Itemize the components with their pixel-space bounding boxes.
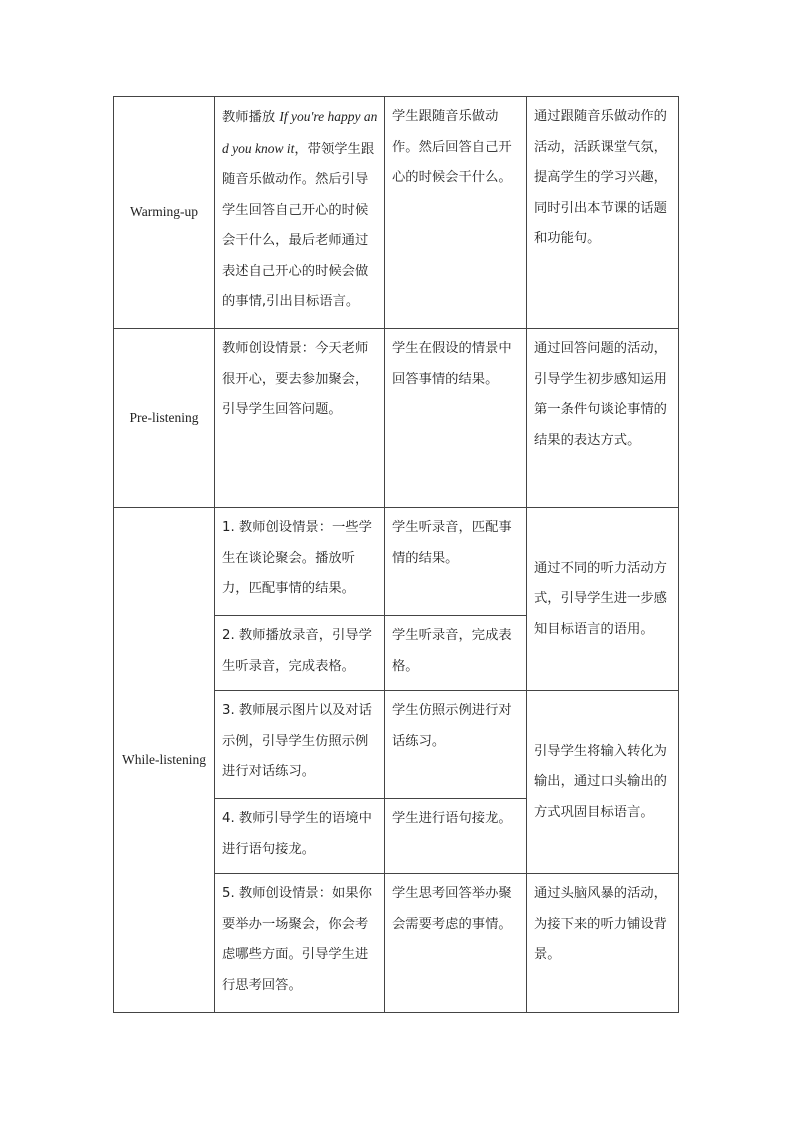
teacher-activity: 5. 教师创设情景：如果你要举办一场聚会，你会考虑哪些方面。引导学生进行思考回答。 [215, 874, 385, 1013]
teacher-activity: 4. 教师引导学生的语境中进行语句接龙。 [215, 799, 385, 874]
song-title: If you're happy and you know it [222, 109, 378, 156]
student-activity: 学生听录音，完成表格。 [385, 616, 527, 691]
activity-purpose: 通过回答问题的活动，引导学生初步感知运用第一条件句谈论事情的结果的表达方式。 [527, 329, 679, 508]
activity-purpose: 通过跟随音乐做动作的活动，活跃课堂气氛，提高学生的学习兴趣，同时引出本节课的话题和功能句。 [527, 97, 679, 329]
stage-label: Pre-listening [114, 329, 215, 508]
student-activity: 学生听录音，匹配事情的结果。 [385, 508, 527, 616]
activity-purpose: 通过不同的听力活动方式，引导学生进一步感知目标语言的语用。 [527, 508, 679, 691]
teacher-activity: 2. 教师播放录音，引导学生听录音，完成表格。 [215, 616, 385, 691]
student-activity: 学生跟随音乐做动作。然后回答自己开心的时候会干什么。 [385, 97, 527, 329]
teacher-activity: 教师创设情景：今天老师很开心，要去参加聚会，引导学生回答问题。 [215, 329, 385, 508]
student-activity: 学生仿照示例进行对话练习。 [385, 691, 527, 799]
stage-label: While-listening [114, 508, 215, 1013]
teacher-activity: 3. 教师展示图片以及对话示例，引导学生仿照示例进行对话练习。 [215, 691, 385, 799]
teacher-activity-intro: 教师播放 [222, 110, 280, 125]
student-activity: 学生进行语句接龙。 [385, 799, 527, 874]
student-activity: 学生在假设的情景中回答事情的结果。 [385, 329, 527, 508]
table-row-while-listening [114, 508, 679, 616]
activity-purpose: 引导学生将输入转化为输出，通过口头输出的方式巩固目标语言。 [527, 691, 679, 874]
table-row-pre-listening [114, 329, 679, 508]
teacher-activity [215, 97, 385, 329]
table-row-warming-up [114, 97, 679, 329]
student-activity: 学生思考回答举办聚会需要考虑的事情。 [385, 874, 527, 1013]
stage-label: Warming-up [114, 97, 215, 329]
teacher-activity-rest: ，带领学生跟随音乐做动作。然后引导学生回答自己开心的时候会干什么，最后老师通过表述自己开心的时候会做的事情,引出目标语言。 [222, 141, 375, 309]
activity-purpose: 通过头脑风暴的活动，为接下来的听力铺设背景。 [527, 874, 679, 1013]
teacher-activity: 1. 教师创设情景：一些学生在谈论聚会。播放听力，匹配事情的结果。 [215, 508, 385, 616]
lesson-plan-table [113, 96, 679, 1013]
